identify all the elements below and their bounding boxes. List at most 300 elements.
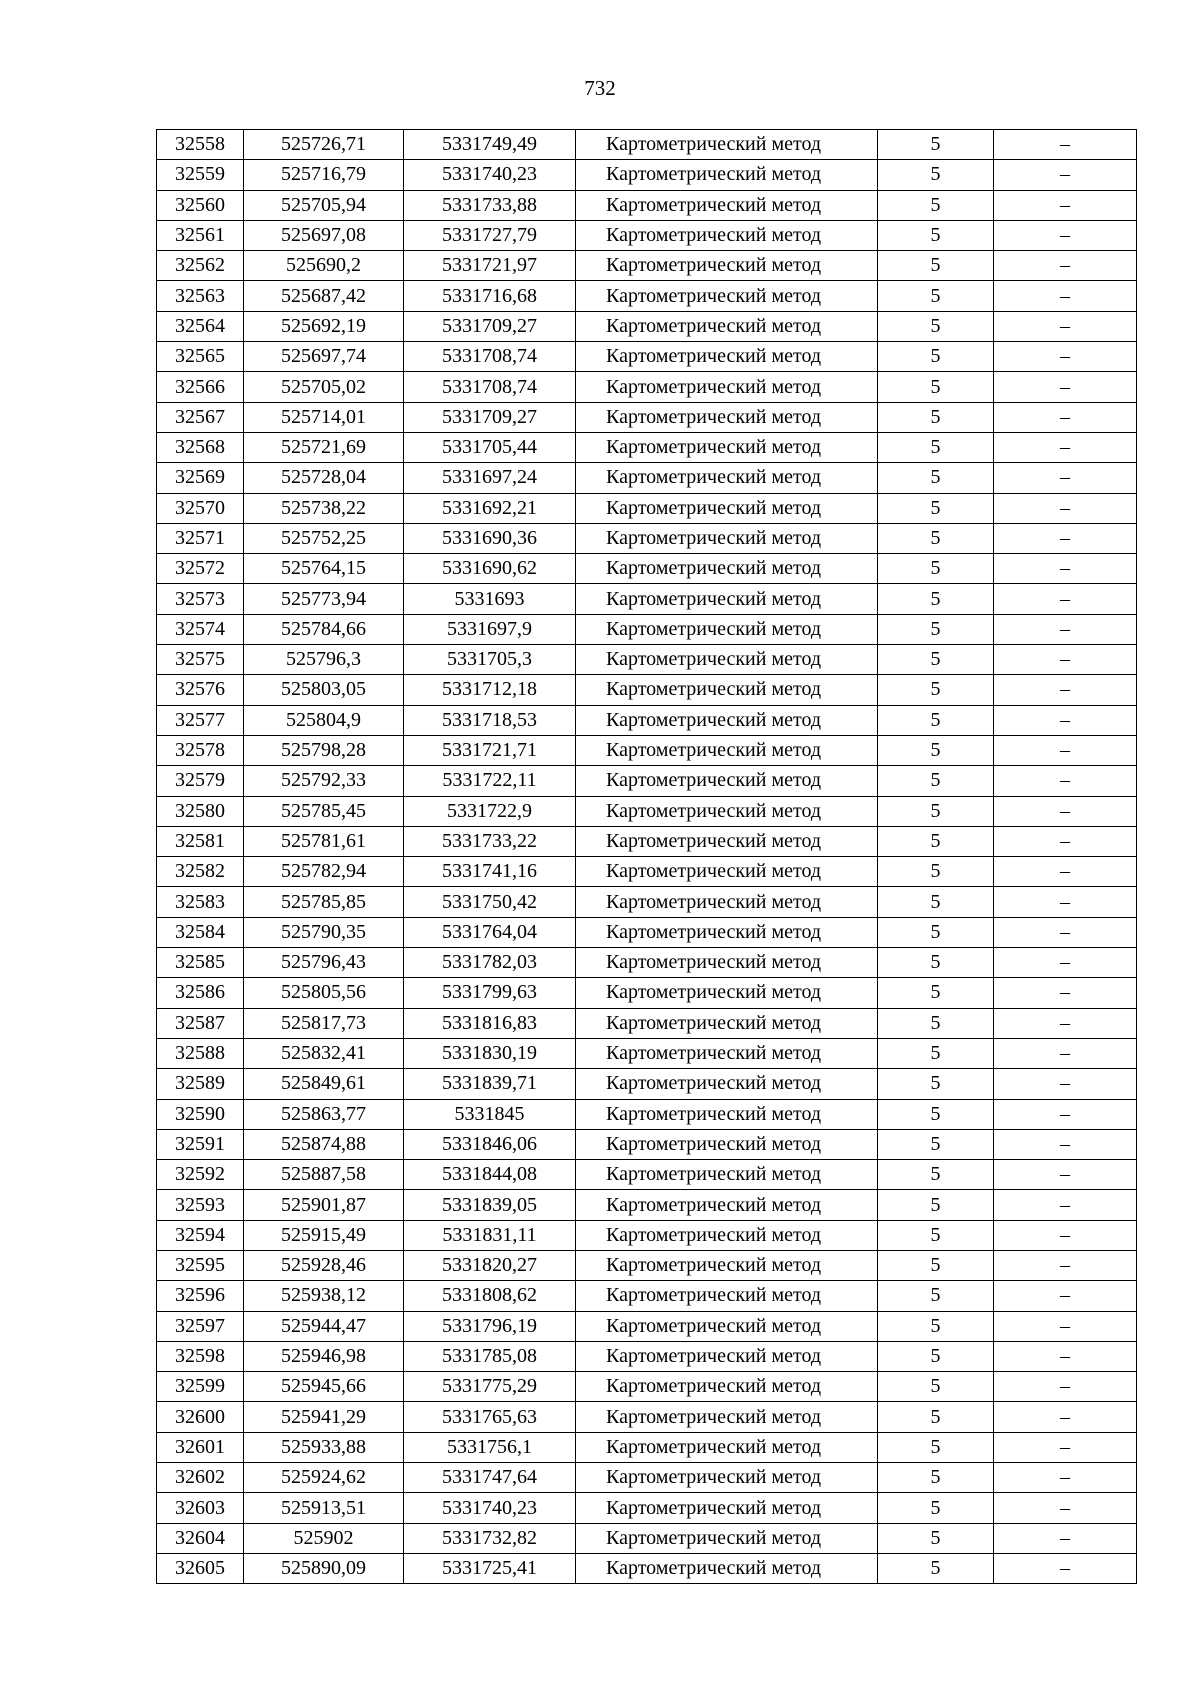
accuracy-cell: 5 — [878, 311, 994, 341]
point-id-cell: 32594 — [157, 1220, 244, 1250]
y-coordinate-cell: 5331747,64 — [404, 1463, 576, 1493]
x-coordinate-cell: 525705,94 — [244, 190, 404, 220]
method-cell: Картометрический метод — [576, 1008, 878, 1038]
method-cell: Картометрический метод — [576, 130, 878, 160]
table-row — [157, 887, 1137, 917]
method-cell: Картометрический метод — [576, 311, 878, 341]
table-row — [157, 1281, 1137, 1311]
point-id-cell: 32579 — [157, 766, 244, 796]
x-coordinate-cell: 525705,02 — [244, 372, 404, 402]
point-id-cell: 32595 — [157, 1250, 244, 1280]
x-coordinate-cell: 525781,61 — [244, 826, 404, 856]
y-coordinate-cell: 5331718,53 — [404, 705, 576, 735]
table-row — [157, 1432, 1137, 1462]
y-coordinate-cell: 5331764,04 — [404, 917, 576, 947]
dash-cell: – — [994, 463, 1137, 493]
accuracy-cell: 5 — [878, 1099, 994, 1129]
y-coordinate-cell: 5331816,83 — [404, 1008, 576, 1038]
method-cell: Картометрический метод — [576, 1463, 878, 1493]
dash-cell: – — [994, 917, 1137, 947]
dash-cell: – — [994, 1008, 1137, 1038]
method-cell: Картометрический метод — [576, 160, 878, 190]
point-id-cell: 32577 — [157, 705, 244, 735]
point-id-cell: 32569 — [157, 463, 244, 493]
y-coordinate-cell: 5331705,44 — [404, 432, 576, 462]
dash-cell: – — [994, 1553, 1137, 1583]
accuracy-cell: 5 — [878, 887, 994, 917]
accuracy-cell: 5 — [878, 978, 994, 1008]
y-coordinate-cell: 5331845 — [404, 1099, 576, 1129]
dash-cell: – — [994, 887, 1137, 917]
dash-cell: – — [994, 523, 1137, 553]
accuracy-cell: 5 — [878, 1190, 994, 1220]
dash-cell: – — [994, 251, 1137, 281]
dash-cell: – — [994, 584, 1137, 614]
method-cell: Картометрический метод — [576, 978, 878, 1008]
accuracy-cell: 5 — [878, 948, 994, 978]
y-coordinate-cell: 5331799,63 — [404, 978, 576, 1008]
accuracy-cell: 5 — [878, 614, 994, 644]
dash-cell: – — [994, 432, 1137, 462]
accuracy-cell: 5 — [878, 857, 994, 887]
point-id-cell: 32600 — [157, 1402, 244, 1432]
method-cell: Картометрический метод — [576, 554, 878, 584]
x-coordinate-cell: 525784,66 — [244, 614, 404, 644]
table-row — [157, 281, 1137, 311]
y-coordinate-cell: 5331733,88 — [404, 190, 576, 220]
dash-cell: – — [994, 978, 1137, 1008]
table-row — [157, 857, 1137, 887]
table-row — [157, 1008, 1137, 1038]
point-id-cell: 32585 — [157, 948, 244, 978]
method-cell: Картометрический метод — [576, 675, 878, 705]
method-cell: Картометрический метод — [576, 342, 878, 372]
x-coordinate-cell: 525913,51 — [244, 1493, 404, 1523]
x-coordinate-cell: 525805,56 — [244, 978, 404, 1008]
y-coordinate-cell: 5331709,27 — [404, 402, 576, 432]
x-coordinate-cell: 525928,46 — [244, 1250, 404, 1280]
coordinates-table — [156, 129, 1137, 1584]
y-coordinate-cell: 5331716,68 — [404, 281, 576, 311]
point-id-cell: 32574 — [157, 614, 244, 644]
method-cell: Картометрический метод — [576, 826, 878, 856]
point-id-cell: 32591 — [157, 1129, 244, 1159]
y-coordinate-cell: 5331839,05 — [404, 1190, 576, 1220]
table-row — [157, 190, 1137, 220]
point-id-cell: 32603 — [157, 1493, 244, 1523]
x-coordinate-cell: 525782,94 — [244, 857, 404, 887]
y-coordinate-cell: 5331697,9 — [404, 614, 576, 644]
accuracy-cell: 5 — [878, 735, 994, 765]
dash-cell: – — [994, 160, 1137, 190]
point-id-cell: 32597 — [157, 1311, 244, 1341]
method-cell: Картометрический метод — [576, 917, 878, 947]
point-id-cell: 32566 — [157, 372, 244, 402]
x-coordinate-cell: 525933,88 — [244, 1432, 404, 1462]
x-coordinate-cell: 525716,79 — [244, 160, 404, 190]
x-coordinate-cell: 525945,66 — [244, 1372, 404, 1402]
table-row — [157, 342, 1137, 372]
point-id-cell: 32572 — [157, 554, 244, 584]
x-coordinate-cell: 525803,05 — [244, 675, 404, 705]
point-id-cell: 32583 — [157, 887, 244, 917]
point-id-cell: 32584 — [157, 917, 244, 947]
method-cell: Картометрический метод — [576, 1553, 878, 1583]
dash-cell: – — [994, 766, 1137, 796]
accuracy-cell: 5 — [878, 1553, 994, 1583]
method-cell: Картометрический метод — [576, 281, 878, 311]
dash-cell: – — [994, 1099, 1137, 1129]
dash-cell: – — [994, 948, 1137, 978]
point-id-cell: 32587 — [157, 1008, 244, 1038]
table-row — [157, 493, 1137, 523]
x-coordinate-cell: 525714,01 — [244, 402, 404, 432]
y-coordinate-cell: 5331830,19 — [404, 1038, 576, 1068]
y-coordinate-cell: 5331697,24 — [404, 463, 576, 493]
x-coordinate-cell: 525796,3 — [244, 645, 404, 675]
point-id-cell: 32598 — [157, 1341, 244, 1371]
point-id-cell: 32580 — [157, 796, 244, 826]
accuracy-cell: 5 — [878, 281, 994, 311]
y-coordinate-cell: 5331831,11 — [404, 1220, 576, 1250]
y-coordinate-cell: 5331749,49 — [404, 130, 576, 160]
accuracy-cell: 5 — [878, 251, 994, 281]
accuracy-cell: 5 — [878, 1523, 994, 1553]
dash-cell: – — [994, 1250, 1137, 1280]
accuracy-cell: 5 — [878, 1341, 994, 1371]
point-id-cell: 32562 — [157, 251, 244, 281]
method-cell: Картометрический метод — [576, 220, 878, 250]
accuracy-cell: 5 — [878, 493, 994, 523]
y-coordinate-cell: 5331808,62 — [404, 1281, 576, 1311]
table-row — [157, 1038, 1137, 1068]
accuracy-cell: 5 — [878, 1493, 994, 1523]
method-cell: Картометрический метод — [576, 1099, 878, 1129]
method-cell: Картометрический метод — [576, 493, 878, 523]
y-coordinate-cell: 5331712,18 — [404, 675, 576, 705]
dash-cell: – — [994, 1069, 1137, 1099]
table-row — [157, 1523, 1137, 1553]
table-row — [157, 1069, 1137, 1099]
point-id-cell: 32601 — [157, 1432, 244, 1462]
accuracy-cell: 5 — [878, 584, 994, 614]
x-coordinate-cell: 525785,85 — [244, 887, 404, 917]
method-cell: Картометрический метод — [576, 645, 878, 675]
x-coordinate-cell: 525863,77 — [244, 1099, 404, 1129]
method-cell: Картометрический метод — [576, 1311, 878, 1341]
y-coordinate-cell: 5331690,62 — [404, 554, 576, 584]
method-cell: Картометрический метод — [576, 463, 878, 493]
accuracy-cell: 5 — [878, 463, 994, 493]
dash-cell: – — [994, 1129, 1137, 1159]
x-coordinate-cell: 525887,58 — [244, 1160, 404, 1190]
y-coordinate-cell: 5331721,97 — [404, 251, 576, 281]
x-coordinate-cell: 525796,43 — [244, 948, 404, 978]
accuracy-cell: 5 — [878, 1038, 994, 1068]
x-coordinate-cell: 525849,61 — [244, 1069, 404, 1099]
table-row — [157, 1463, 1137, 1493]
accuracy-cell: 5 — [878, 796, 994, 826]
y-coordinate-cell: 5331721,71 — [404, 735, 576, 765]
x-coordinate-cell: 525817,73 — [244, 1008, 404, 1038]
table-row — [157, 1190, 1137, 1220]
accuracy-cell: 5 — [878, 645, 994, 675]
accuracy-cell: 5 — [878, 402, 994, 432]
y-coordinate-cell: 5331708,74 — [404, 372, 576, 402]
x-coordinate-cell: 525901,87 — [244, 1190, 404, 1220]
dash-cell: – — [994, 190, 1137, 220]
dash-cell: – — [994, 705, 1137, 735]
point-id-cell: 32599 — [157, 1372, 244, 1402]
x-coordinate-cell: 525798,28 — [244, 735, 404, 765]
method-cell: Картометрический метод — [576, 1160, 878, 1190]
table-row — [157, 675, 1137, 705]
method-cell: Картометрический метод — [576, 1038, 878, 1068]
dash-cell: – — [994, 1281, 1137, 1311]
method-cell: Картометрический метод — [576, 857, 878, 887]
point-id-cell: 32571 — [157, 523, 244, 553]
dash-cell: – — [994, 1523, 1137, 1553]
point-id-cell: 32564 — [157, 311, 244, 341]
point-id-cell: 32576 — [157, 675, 244, 705]
x-coordinate-cell: 525902 — [244, 1523, 404, 1553]
x-coordinate-cell: 525944,47 — [244, 1311, 404, 1341]
table-row — [157, 826, 1137, 856]
dash-cell: – — [994, 554, 1137, 584]
x-coordinate-cell: 525890,09 — [244, 1553, 404, 1583]
point-id-cell: 32567 — [157, 402, 244, 432]
point-id-cell: 32560 — [157, 190, 244, 220]
accuracy-cell: 5 — [878, 1463, 994, 1493]
accuracy-cell: 5 — [878, 342, 994, 372]
table-row — [157, 796, 1137, 826]
accuracy-cell: 5 — [878, 1250, 994, 1280]
accuracy-cell: 5 — [878, 1372, 994, 1402]
table-row — [157, 705, 1137, 735]
dash-cell: – — [994, 1220, 1137, 1250]
dash-cell: – — [994, 1190, 1137, 1220]
y-coordinate-cell: 5331693 — [404, 584, 576, 614]
table-row — [157, 523, 1137, 553]
method-cell: Картометрический метод — [576, 584, 878, 614]
method-cell: Картометрический метод — [576, 887, 878, 917]
dash-cell: – — [994, 1463, 1137, 1493]
accuracy-cell: 5 — [878, 372, 994, 402]
table-row — [157, 1129, 1137, 1159]
method-cell: Картометрический метод — [576, 614, 878, 644]
dash-cell: – — [994, 130, 1137, 160]
table-row — [157, 402, 1137, 432]
point-id-cell: 32578 — [157, 735, 244, 765]
method-cell: Картометрический метод — [576, 251, 878, 281]
y-coordinate-cell: 5331722,9 — [404, 796, 576, 826]
method-cell: Картометрический метод — [576, 432, 878, 462]
x-coordinate-cell: 525697,74 — [244, 342, 404, 372]
x-coordinate-cell: 525752,25 — [244, 523, 404, 553]
y-coordinate-cell: 5331690,36 — [404, 523, 576, 553]
dash-cell: – — [994, 281, 1137, 311]
accuracy-cell: 5 — [878, 1160, 994, 1190]
accuracy-cell: 5 — [878, 1129, 994, 1159]
point-id-cell: 32586 — [157, 978, 244, 1008]
x-coordinate-cell: 525697,08 — [244, 220, 404, 250]
table-row — [157, 1250, 1137, 1280]
dash-cell: – — [994, 1402, 1137, 1432]
point-id-cell: 32581 — [157, 826, 244, 856]
x-coordinate-cell: 525690,2 — [244, 251, 404, 281]
x-coordinate-cell: 525938,12 — [244, 1281, 404, 1311]
point-id-cell: 32593 — [157, 1190, 244, 1220]
point-id-cell: 32559 — [157, 160, 244, 190]
x-coordinate-cell: 525785,45 — [244, 796, 404, 826]
point-id-cell: 32592 — [157, 1160, 244, 1190]
table-row — [157, 432, 1137, 462]
point-id-cell: 32568 — [157, 432, 244, 462]
method-cell: Картометрический метод — [576, 1493, 878, 1523]
table-row — [157, 1220, 1137, 1250]
table-row — [157, 1341, 1137, 1371]
point-id-cell: 32588 — [157, 1038, 244, 1068]
table-row — [157, 1160, 1137, 1190]
method-cell: Картометрический метод — [576, 1402, 878, 1432]
x-coordinate-cell: 525832,41 — [244, 1038, 404, 1068]
y-coordinate-cell: 5331756,1 — [404, 1432, 576, 1462]
dash-cell: – — [994, 645, 1137, 675]
y-coordinate-cell: 5331732,82 — [404, 1523, 576, 1553]
accuracy-cell: 5 — [878, 130, 994, 160]
method-cell: Картометрический метод — [576, 372, 878, 402]
y-coordinate-cell: 5331705,3 — [404, 645, 576, 675]
table-row — [157, 554, 1137, 584]
accuracy-cell: 5 — [878, 220, 994, 250]
x-coordinate-cell: 525728,04 — [244, 463, 404, 493]
dash-cell: – — [994, 1311, 1137, 1341]
table-row — [157, 311, 1137, 341]
accuracy-cell: 5 — [878, 1432, 994, 1462]
point-id-cell: 32602 — [157, 1463, 244, 1493]
dash-cell: – — [994, 857, 1137, 887]
table-row — [157, 735, 1137, 765]
coordinates-table-body — [157, 130, 1137, 1584]
point-id-cell: 32582 — [157, 857, 244, 887]
x-coordinate-cell: 525941,29 — [244, 1402, 404, 1432]
y-coordinate-cell: 5331725,41 — [404, 1553, 576, 1583]
dash-cell: – — [994, 1432, 1137, 1462]
method-cell: Картометрический метод — [576, 948, 878, 978]
y-coordinate-cell: 5331740,23 — [404, 160, 576, 190]
x-coordinate-cell: 525726,71 — [244, 130, 404, 160]
method-cell: Картометрический метод — [576, 1250, 878, 1280]
dash-cell: – — [994, 826, 1137, 856]
accuracy-cell: 5 — [878, 1311, 994, 1341]
table-row — [157, 130, 1137, 160]
point-id-cell: 32563 — [157, 281, 244, 311]
method-cell: Картометрический метод — [576, 705, 878, 735]
dash-cell: – — [994, 493, 1137, 523]
dash-cell: – — [994, 614, 1137, 644]
x-coordinate-cell: 525773,94 — [244, 584, 404, 614]
accuracy-cell: 5 — [878, 554, 994, 584]
table-row — [157, 978, 1137, 1008]
y-coordinate-cell: 5331708,74 — [404, 342, 576, 372]
x-coordinate-cell: 525804,9 — [244, 705, 404, 735]
dash-cell: – — [994, 1341, 1137, 1371]
x-coordinate-cell: 525721,69 — [244, 432, 404, 462]
dash-cell: – — [994, 796, 1137, 826]
table-row — [157, 160, 1137, 190]
dash-cell: – — [994, 220, 1137, 250]
x-coordinate-cell: 525915,49 — [244, 1220, 404, 1250]
method-cell: Картометрический метод — [576, 1432, 878, 1462]
method-cell: Картометрический метод — [576, 796, 878, 826]
table-row — [157, 1311, 1137, 1341]
table-row — [157, 948, 1137, 978]
accuracy-cell: 5 — [878, 1402, 994, 1432]
point-id-cell: 32575 — [157, 645, 244, 675]
accuracy-cell: 5 — [878, 826, 994, 856]
dash-cell: – — [994, 1372, 1137, 1402]
y-coordinate-cell: 5331846,06 — [404, 1129, 576, 1159]
dash-cell: – — [994, 1038, 1137, 1068]
point-id-cell: 32590 — [157, 1099, 244, 1129]
x-coordinate-cell: 525692,19 — [244, 311, 404, 341]
table-row — [157, 1099, 1137, 1129]
method-cell: Картометрический метод — [576, 1372, 878, 1402]
point-id-cell: 32565 — [157, 342, 244, 372]
y-coordinate-cell: 5331844,08 — [404, 1160, 576, 1190]
dash-cell: – — [994, 1493, 1137, 1523]
table-row — [157, 614, 1137, 644]
method-cell: Картометрический метод — [576, 1220, 878, 1250]
table-row — [157, 220, 1137, 250]
x-coordinate-cell: 525946,98 — [244, 1341, 404, 1371]
method-cell: Картометрический метод — [576, 1523, 878, 1553]
accuracy-cell: 5 — [878, 1069, 994, 1099]
table-row — [157, 372, 1137, 402]
method-cell: Картометрический метод — [576, 402, 878, 432]
point-id-cell: 32605 — [157, 1553, 244, 1583]
accuracy-cell: 5 — [878, 917, 994, 947]
table-row — [157, 766, 1137, 796]
method-cell: Картометрический метод — [576, 1129, 878, 1159]
y-coordinate-cell: 5331692,21 — [404, 493, 576, 523]
accuracy-cell: 5 — [878, 190, 994, 220]
y-coordinate-cell: 5331775,29 — [404, 1372, 576, 1402]
x-coordinate-cell: 525792,33 — [244, 766, 404, 796]
table-row — [157, 917, 1137, 947]
method-cell: Картометрический метод — [576, 735, 878, 765]
table-row — [157, 1402, 1137, 1432]
y-coordinate-cell: 5331785,08 — [404, 1341, 576, 1371]
point-id-cell: 32570 — [157, 493, 244, 523]
y-coordinate-cell: 5331782,03 — [404, 948, 576, 978]
dash-cell: – — [994, 1160, 1137, 1190]
x-coordinate-cell: 525764,15 — [244, 554, 404, 584]
dash-cell: – — [994, 372, 1137, 402]
method-cell: Картометрический метод — [576, 1069, 878, 1099]
y-coordinate-cell: 5331740,23 — [404, 1493, 576, 1523]
accuracy-cell: 5 — [878, 523, 994, 553]
point-id-cell: 32596 — [157, 1281, 244, 1311]
x-coordinate-cell: 525924,62 — [244, 1463, 404, 1493]
method-cell: Картометрический метод — [576, 523, 878, 553]
method-cell: Картометрический метод — [576, 190, 878, 220]
table-row — [157, 251, 1137, 281]
y-coordinate-cell: 5331722,11 — [404, 766, 576, 796]
y-coordinate-cell: 5331727,79 — [404, 220, 576, 250]
method-cell: Картометрический метод — [576, 766, 878, 796]
point-id-cell: 32558 — [157, 130, 244, 160]
